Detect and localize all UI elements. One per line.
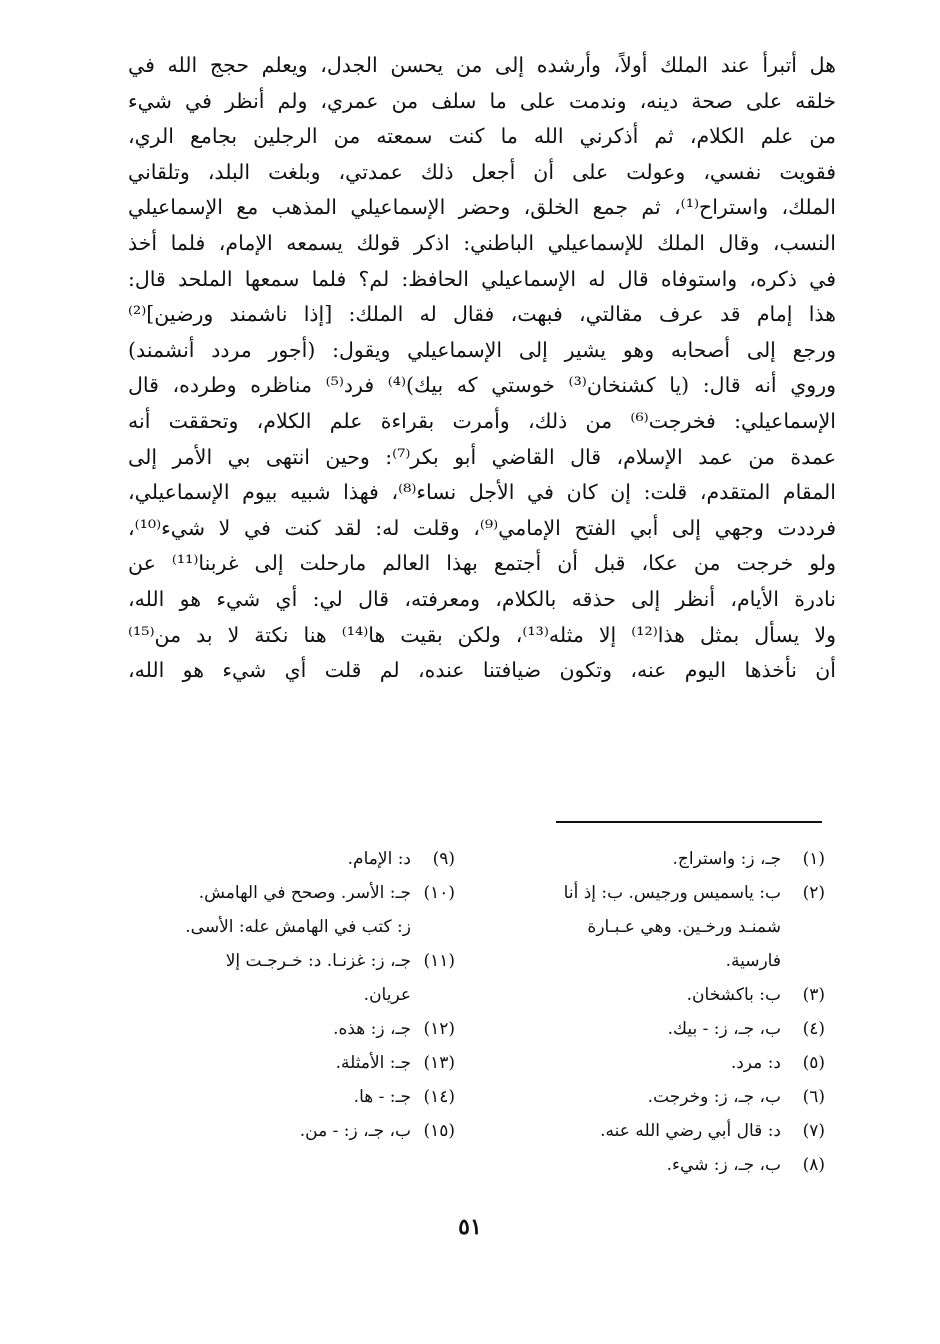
text-line: المقام المتقدم، قلت: إن كان في الأجل نساء⁽⁸⁾، فهذا شبيه بيوم الإسماعيلي، bbox=[128, 480, 836, 505]
footnote-text: جـ: الأسر. وصحح في الهامش. bbox=[198, 883, 411, 903]
footnote bbox=[150, 842, 455, 876]
footnote-number: (٩) bbox=[432, 849, 455, 869]
footnote-number: (٢) bbox=[802, 883, 825, 903]
text-line: هل أتبرأ عند الملك أولاً، وأرشده إلى من يحسن الجدل، ويعلم حجج الله في bbox=[128, 53, 836, 77]
text-line: خلقه على صحة دينه، وندمت على ما سلف من عمري، ولم أنظر في شيء bbox=[128, 88, 836, 113]
footnote bbox=[150, 944, 455, 978]
footnote bbox=[150, 876, 455, 910]
footnote-continuation: فارسية. bbox=[725, 951, 781, 971]
footnote bbox=[150, 1046, 455, 1080]
text-line: في ذكره، واستوفاه قال له الإسماعيلي الحافظ: لم؟ فلما سمعها الملحد قال: bbox=[128, 266, 836, 291]
footnote-number: (١٢) bbox=[423, 1019, 455, 1039]
text-line: النسب، وقال الملك للإسماعيلي الباطني: اذكر قولك يسمعه الإمام، فلما أخذ bbox=[128, 230, 836, 255]
footnote-number: (٣) bbox=[802, 985, 825, 1005]
text-line: فرددت وجهي إلى أبي الفتح الإمامي⁽⁹⁾، وقلت له: لقد كنت في لا شيء⁽¹⁰⁾، bbox=[128, 515, 836, 540]
footnote bbox=[150, 1012, 455, 1046]
text-line: عمدة من عمد الإسلام، قال القاضي أبو بكر⁽⁷⁾: وحين انتهى بي الأمر إلى bbox=[128, 444, 836, 469]
text-line: ولو خرجت من عكا، قبل أن أجتمع بهذا العالم مارحلت إلى غربنا⁽¹¹⁾ عن bbox=[128, 551, 837, 576]
text-line: هذا إمام قد عرف مقالتي، فبهت، فقال له الملك: [إذا ناشمند ورضين]⁽²⁾ bbox=[128, 302, 836, 327]
page-number: ٥١ bbox=[458, 1214, 482, 1240]
footnote bbox=[480, 1046, 825, 1080]
footnote-number: (١٤) bbox=[423, 1087, 455, 1107]
footnote-number: (١٥) bbox=[423, 1121, 455, 1141]
footnote-number: (٧) bbox=[802, 1121, 825, 1141]
footnotes-right-column bbox=[480, 842, 825, 1182]
footnote-number: (١٠) bbox=[423, 883, 455, 903]
text-line: فقويت نفسي، وعولت على أن أجعل ذلك عمدتي، وبلغت البلد، وتلقاني bbox=[128, 159, 836, 184]
footnote bbox=[480, 876, 825, 910]
footnote-text: جـ، ز: هذه. bbox=[333, 1019, 411, 1039]
footnote-text: د: قال أبي رضي الله عنه. bbox=[600, 1121, 781, 1141]
footnote-number: (١٣) bbox=[423, 1053, 455, 1073]
footnote-continuation: عريان. bbox=[363, 985, 411, 1005]
footnote-text: جـ، ز: غزنـا. د: خـرجـت إلا bbox=[225, 951, 411, 971]
footnote-text: د: مرد. bbox=[730, 1053, 781, 1073]
footnote bbox=[480, 978, 825, 1012]
text-line: ولا يسأل بمثل هذا⁽¹²⁾ إلا مثله⁽¹³⁾، ولكن بقيت ها⁽¹⁴⁾ هنا نكتة لا بد من⁽¹⁵⁾ bbox=[128, 622, 836, 647]
footnote-text: ب، جـ، ز: وخرجت. bbox=[647, 1087, 781, 1107]
footnote-number: (١١) bbox=[423, 951, 455, 971]
footnote-text: جـ، ز: واستراج. bbox=[672, 849, 781, 869]
footnote bbox=[480, 1148, 825, 1182]
text-line: وروي أنه قال: (يا كشنخان⁽³⁾ خوستي كه بيك)⁽⁴⁾ فرد⁽⁵⁾ مناظره وطرده، قال bbox=[128, 373, 836, 398]
footnote bbox=[480, 1012, 825, 1046]
text-line: ورجع إلى أصحابه وهو يشير إلى الإسماعيلي ويقول: (أجور مردد أنشمند) bbox=[128, 337, 836, 362]
footnote-number: (١) bbox=[802, 849, 825, 869]
footnote-text: ب: ياسميس ورجيس. ب: إذ أنا bbox=[563, 883, 781, 903]
footnote bbox=[480, 1114, 825, 1148]
footnote-text: ب، جـ، ز: شيء. bbox=[666, 1155, 781, 1175]
footnote bbox=[480, 1080, 825, 1114]
footnote-number: (٨) bbox=[802, 1155, 825, 1175]
text-line: الملك، واستراح⁽¹⁾، ثم جمع الخلق، وحضر الإسماعيلي المذهب مع الإسماعيلي bbox=[128, 195, 836, 220]
footnote-number: (٦) bbox=[802, 1087, 825, 1107]
footnotes-left-column bbox=[150, 842, 455, 1148]
footnote-text: جـ: الأمثلة. bbox=[335, 1053, 411, 1073]
text-line: من علم الكلام، ثم أذكرني الله ما كنت سمعته من الرجلين بجامع الري، bbox=[128, 124, 836, 149]
footnote-continuation: شمنـد ورخـين. وهي عـبـارة bbox=[587, 917, 781, 937]
main-text-block bbox=[128, 48, 836, 689]
footnote-text: ب: باكشخان. bbox=[686, 985, 781, 1005]
text-line: نادرة الأيام، أنظر إلى حذقه بالكلام، ومعرفته، قال لي: أي شيء هو الله، bbox=[128, 586, 836, 611]
footnote-continuation: ز: كتب في الهامش عله: الأسى. bbox=[185, 917, 411, 937]
footnote-text: ب، جـ، ز: - من. bbox=[299, 1121, 411, 1141]
footnote bbox=[150, 1080, 455, 1114]
footnote bbox=[150, 1114, 455, 1148]
footnote-text: جـ: - ها. bbox=[353, 1087, 411, 1107]
text-line: أن نأخذها اليوم عنه، وتكون ضيافتنا عنده، لم قلت أي شيء هو الله، bbox=[128, 658, 836, 683]
footnote-text: ب، جـ، ز: - بيك. bbox=[667, 1019, 781, 1039]
footnote-number: (٥) bbox=[802, 1053, 825, 1073]
text-line: الإسماعيلي: فخرجت⁽⁶⁾ من ذلك، وأمرت بقراءة علم الكلام، وتحققت أنه bbox=[128, 408, 837, 433]
footnote-number: (٤) bbox=[802, 1019, 825, 1039]
footnote bbox=[480, 842, 825, 876]
footnote-separator bbox=[556, 821, 822, 823]
footnote-text: د: الإمام. bbox=[347, 849, 411, 869]
